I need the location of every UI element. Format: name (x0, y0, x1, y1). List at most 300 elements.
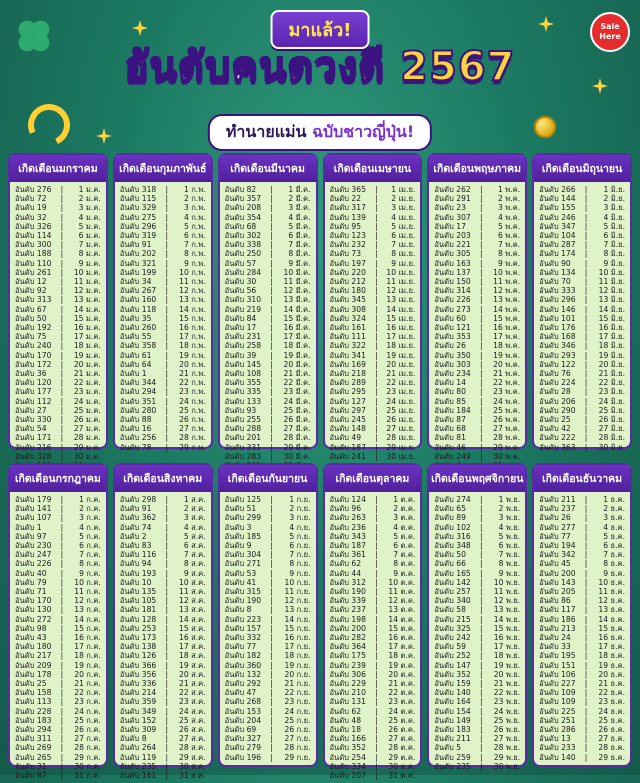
rank-row (225, 541, 311, 550)
rank-label: อันดับ 318 (119, 185, 157, 194)
rank-row (434, 433, 520, 442)
rank-label: อันดับ 328 (15, 451, 52, 461)
separator: | (165, 387, 169, 397)
rank-row (330, 295, 416, 304)
rank-label: อันดับ 180 (15, 642, 52, 652)
rank-label: อันดับ 273 (434, 304, 471, 314)
rank-row (330, 231, 416, 240)
birth-date: 18 ส.ค. (179, 651, 206, 661)
rank-row (225, 716, 311, 725)
birth-date: 20 ต.ค. (388, 669, 416, 679)
separator: | (165, 304, 169, 314)
separator: | (584, 605, 588, 615)
rank-label: อันดับ 50 (15, 313, 47, 323)
rank-label: อันดับ 260 (119, 323, 157, 333)
separator: | (584, 203, 588, 213)
rank-row (539, 688, 625, 697)
rank-row (330, 452, 416, 461)
birth-date: 25 ก.ย. (284, 715, 311, 725)
rank-label: อันดับ 358 (119, 341, 157, 351)
birth-date: 3 ธ.ค. (603, 513, 625, 523)
separator: | (584, 752, 588, 762)
rank-label: อันดับ 147 (434, 660, 471, 670)
rank-label: อันดับ 226 (15, 559, 52, 569)
birth-date: 15 พ.ย. (493, 623, 521, 633)
rank-row (330, 559, 416, 568)
rank-row (434, 679, 520, 688)
birth-date: 8 ธ.ค. (603, 559, 625, 569)
birth-date: 22 ก.พ. (179, 378, 206, 388)
separator: | (165, 323, 169, 333)
birth-date: 8 ก.ย. (289, 559, 311, 569)
separator: | (584, 550, 588, 560)
birth-date: 13 มี.ค. (283, 295, 311, 305)
sale-here-logo[interactable]: Sale Here (590, 12, 630, 52)
rank-label: อันดับ 300 (15, 240, 52, 250)
birth-date: 4 ก.ย. (289, 522, 311, 532)
separator: | (60, 396, 64, 406)
rank-row (225, 369, 311, 378)
rank-row (539, 541, 625, 550)
separator: | (375, 513, 378, 523)
rank-row (120, 725, 206, 734)
birth-date: 8 มิ.ย. (603, 249, 625, 259)
birth-date: 17 ก.พ. (179, 332, 206, 342)
rank-row (434, 360, 520, 369)
rank-row (120, 203, 206, 212)
separator: | (584, 277, 588, 287)
rank-row (539, 314, 625, 323)
birth-date: 12 ส.ค. (179, 596, 206, 606)
rank-label: อันดับ 138 (119, 642, 157, 652)
birth-date: 30 ก.ค. (74, 761, 101, 771)
rank-row (539, 559, 625, 568)
rank-label: อันดับ 78 (119, 442, 152, 452)
separator: | (270, 369, 273, 379)
rank-label: อันดับ 212 (329, 277, 366, 287)
birth-date: 2 พ.ย. (498, 504, 521, 514)
birth-date: 27 ม.ค. (73, 424, 101, 434)
page-title (0, 34, 640, 98)
rank-label: อันดับ 249 (434, 451, 471, 461)
rank-label: อันดับ 230 (15, 541, 52, 551)
separator: | (60, 642, 64, 652)
birth-date: 15 ธ.ค. (598, 623, 625, 633)
birth-date: 27 ต.ค. (388, 734, 416, 744)
month-title: เกิดเดือนมิถุนายน (534, 155, 630, 182)
rank-label: อันดับ 293 (539, 350, 576, 360)
separator: | (375, 688, 378, 698)
separator: | (375, 231, 378, 241)
birth-date: 7 ก.พ. (183, 240, 206, 250)
rank-label: อันดับ 126 (119, 651, 157, 661)
rank-label: อันดับ 141 (15, 504, 52, 514)
rank-label: อันดับ 145 (224, 359, 262, 369)
birth-date: 16 มี.ค. (283, 323, 311, 333)
rank-row (225, 295, 311, 304)
separator: | (584, 679, 588, 689)
separator: | (270, 258, 273, 268)
rank-label: อันดับ 353 (434, 332, 471, 342)
rank-label: อันดับ 296 (539, 295, 576, 305)
birth-date: 6 มิ.ย. (603, 231, 625, 241)
birth-date: 4 เม.ย. (391, 212, 416, 222)
birth-date: 10 ต.ค. (388, 577, 416, 587)
rank-label: อันดับ 315 (224, 587, 262, 597)
rank-label: อันดับ 193 (119, 568, 157, 578)
birth-date: 10 ธ.ค. (598, 577, 625, 587)
separator: | (60, 415, 64, 425)
birth-date: 30 เม.ย. (386, 451, 416, 461)
separator: | (584, 369, 588, 379)
rank-row (539, 305, 625, 314)
birth-date: 26 ก.ค. (74, 725, 101, 735)
separator: | (165, 378, 169, 388)
rank-row (330, 743, 416, 752)
birth-date: 1 พ.ค. (497, 185, 521, 194)
separator: | (270, 734, 273, 744)
rank-row (15, 541, 101, 550)
rank-row (120, 532, 206, 541)
rank-label: อันดับ 64 (119, 359, 152, 369)
birth-date: 23 พ.ย. (493, 697, 521, 707)
birth-date: 22 ก.ค. (74, 688, 101, 698)
separator: | (60, 504, 64, 514)
birth-date: 29 ก.ย. (284, 752, 311, 762)
rank-label: อันดับ 123 (329, 231, 366, 241)
rank-row (225, 314, 311, 323)
birth-date: 13 ต.ค. (388, 605, 416, 615)
rank-row (225, 596, 311, 605)
rank-row (120, 753, 206, 762)
rank-row (15, 222, 101, 231)
separator: | (479, 332, 483, 342)
rank-row (330, 707, 416, 716)
separator: | (375, 614, 378, 624)
rank-label: อันดับ 341 (329, 350, 366, 360)
rank-row (330, 360, 416, 369)
rank-row (15, 305, 101, 314)
birth-date: 1 ต.ค. (393, 495, 416, 504)
rank-label: อันดับ 188 (15, 249, 52, 259)
birth-date: 31 ก.ค. (74, 771, 101, 781)
birth-date: 19 ก.พ. (179, 350, 206, 360)
rank-label: อันดับ 288 (224, 424, 262, 434)
birth-date: 3 ก.พ. (183, 203, 206, 213)
separator: | (479, 258, 483, 268)
rank-row (539, 295, 625, 304)
separator: | (375, 715, 378, 725)
rank-label: อันดับ 175 (329, 651, 366, 661)
birth-date: 13 ม.ค. (73, 295, 101, 305)
separator: | (584, 642, 588, 652)
birth-date: 24 ก.ย. (284, 706, 311, 716)
birth-date: 20 ธ.ค. (598, 669, 625, 679)
separator: | (270, 495, 273, 504)
separator: | (165, 415, 169, 425)
separator: | (165, 194, 169, 204)
birth-date: 17 ธ.ค. (598, 642, 625, 652)
rank-label: อันดับ 228 (15, 706, 52, 716)
rank-row (225, 194, 311, 203)
rank-row (225, 452, 311, 461)
separator: | (375, 295, 378, 305)
rank-label: อันดับ 282 (329, 633, 366, 643)
birth-date: 23 มิ.ย. (598, 387, 625, 397)
month-title: เกิดเดือนกุมภาพันธ์ (115, 155, 211, 182)
rank-label: อันดับ 168 (539, 332, 576, 342)
rank-row (15, 433, 101, 442)
birth-date: 16 เม.ย. (386, 323, 416, 333)
separator: | (375, 651, 378, 661)
separator: | (584, 424, 588, 434)
birth-date: 6 เม.ย. (391, 231, 416, 241)
rank-row (330, 651, 416, 660)
rank-label: อันดับ 275 (119, 212, 157, 222)
separator: | (60, 313, 64, 323)
rank-label: อันดับ 110 (15, 258, 52, 268)
birth-date: 23 เม.ย. (386, 387, 416, 397)
birth-date: 20 มิ.ย. (598, 359, 625, 369)
rank-label: อันดับ 59 (434, 642, 466, 652)
rank-label: อันดับ 164 (434, 697, 471, 707)
rank-row (225, 670, 311, 679)
rank-row (15, 679, 101, 688)
rank-label: อันดับ 48 (329, 715, 362, 725)
birth-date: 7 ต.ค. (393, 550, 416, 560)
rank-row (434, 259, 520, 268)
birth-date: 29 เม.ย. (386, 442, 416, 452)
rank-row (330, 541, 416, 550)
birth-date: 27 ก.ย. (284, 734, 311, 744)
birth-date: 14 ส.ค. (179, 614, 206, 624)
rank-row (120, 596, 206, 605)
rank-label: อันดับ 197 (329, 258, 366, 268)
separator: | (165, 633, 169, 643)
birth-date: 28 ก.ย. (284, 743, 311, 753)
rank-row (15, 495, 101, 504)
rank-row (539, 341, 625, 350)
rank-row (434, 443, 520, 452)
rank-label: อันดับ 354 (224, 212, 262, 222)
birth-date: 22 ก.ย. (284, 688, 311, 698)
birth-date: 3 มิ.ย. (603, 203, 625, 213)
rank-list (220, 492, 316, 765)
birth-date: 27 ส.ค. (179, 734, 206, 744)
rank-label: อันดับ 26 (434, 341, 466, 351)
birth-date: 23 ก.พ. (179, 387, 206, 397)
separator: | (165, 203, 169, 213)
separator: | (479, 387, 483, 397)
birth-date: 5 ก.ย. (289, 531, 311, 541)
rank-row (15, 443, 101, 452)
rank-label: อันดับ 258 (224, 341, 262, 351)
rank-label: อันดับ 332 (224, 633, 262, 643)
birth-date: 30 มี.ค. (283, 451, 311, 461)
birth-date: 24 ธ.ค. (598, 706, 625, 716)
rank-row (330, 369, 416, 378)
birth-date: 23 ธ.ค. (598, 697, 625, 707)
rank-label: อันดับ 12 (15, 277, 47, 287)
rank-row (15, 651, 101, 660)
month-panel (532, 153, 632, 452)
birth-date: 16 ก.ย. (284, 633, 311, 643)
rank-label: อันดับ 91 (119, 240, 152, 250)
separator: | (270, 304, 273, 314)
separator: | (479, 614, 483, 624)
rank-label: อันดับ 176 (539, 323, 576, 333)
rank-row (434, 513, 520, 522)
birth-date: 29 ก.ค. (74, 752, 101, 762)
rank-row (539, 360, 625, 369)
rank-row (225, 642, 311, 651)
rank-label: อันดับ 30 (224, 277, 257, 287)
separator: | (60, 258, 64, 268)
rank-row (225, 443, 311, 452)
rank-row (330, 605, 416, 614)
birth-date: 4 ต.ค. (393, 522, 416, 532)
birth-date: 20 เม.ย. (386, 359, 416, 369)
rank-row (539, 578, 625, 587)
rank-label: อันดับ 181 (119, 605, 157, 615)
rank-label: อันดับ 311 (15, 734, 52, 744)
birth-date: 14 มี.ค. (283, 304, 311, 314)
rank-row (15, 277, 101, 286)
rank-label: อันดับ 284 (224, 267, 262, 277)
birth-date: 18 ม.ค. (73, 341, 101, 351)
birth-date: 9 ก.ค. (79, 568, 101, 578)
rank-label: อันดับ 116 (119, 550, 157, 560)
separator: | (375, 752, 378, 762)
birth-date: 17 ก.ค. (74, 642, 101, 652)
rank-label: อันดับ 334 (329, 761, 366, 771)
rank-label: อันดับ 333 (539, 286, 576, 296)
rank-row (120, 213, 206, 222)
rank-list (429, 492, 525, 774)
birth-date: 10 มิ.ย. (598, 267, 625, 277)
separator: | (479, 651, 483, 661)
separator: | (479, 433, 483, 443)
rank-label: อันดับ 45 (539, 559, 571, 569)
rank-label: อันดับ 1 (119, 369, 147, 379)
rank-label: อันดับ 120 (15, 378, 52, 388)
rank-label: อันดับ 16 (119, 424, 152, 434)
rank-row (434, 213, 520, 222)
birth-date: 9 ส.ค. (183, 568, 206, 578)
separator: | (165, 697, 169, 707)
rank-label: อันดับ 226 (434, 295, 471, 305)
rank-row (225, 504, 311, 513)
birth-date: 14 ก.ย. (284, 614, 311, 624)
birth-date: 13 ธ.ค. (598, 605, 625, 615)
birth-date: 12 ต.ค. (388, 596, 416, 606)
rank-row (15, 286, 101, 295)
birth-date: 26 ธ.ค. (598, 725, 625, 735)
separator: | (479, 715, 483, 725)
separator: | (165, 231, 169, 241)
birth-date: 25 พ.ค. (493, 405, 521, 415)
month-title: เกิดเดือนเมษายน (325, 155, 421, 182)
rank-row (120, 642, 206, 651)
rank-row (225, 651, 311, 660)
rank-label: อันดับ 14 (434, 378, 466, 388)
rank-label: อันดับ 125 (224, 495, 262, 504)
separator: | (270, 688, 273, 698)
birth-date: 25 ส.ค. (179, 715, 206, 725)
rank-row (15, 661, 101, 670)
rank-label: อันดับ 2 (119, 531, 147, 541)
rank-row (330, 697, 416, 706)
rank-row (225, 605, 311, 614)
separator: | (270, 424, 273, 434)
subtitle-part1: ทำนายแม่น (225, 122, 313, 141)
rank-label: อันดับ 342 (539, 550, 576, 560)
rank-label: อันดับ 92 (15, 286, 47, 296)
birth-date: 10 เม.ย. (386, 267, 416, 277)
birth-date: 28 พ.ค. (493, 433, 521, 443)
separator: | (479, 369, 483, 379)
rank-row (15, 707, 101, 716)
rank-label: อันดับ 71 (15, 587, 47, 597)
birth-date: 24 ม.ค. (73, 396, 101, 406)
birth-date: 25 ก.พ. (179, 405, 206, 415)
separator: | (479, 568, 483, 578)
separator: | (270, 706, 273, 716)
rank-row (15, 194, 101, 203)
rank-row (434, 332, 520, 341)
rank-label: อันดับ 25 (539, 415, 571, 425)
rank-label: อันดับ 132 (224, 669, 262, 679)
separator: | (270, 633, 273, 643)
rank-row (15, 523, 101, 532)
rank-label: อันดับ 221 (434, 240, 471, 250)
birth-date: 21 ธ.ค. (598, 679, 625, 689)
separator: | (165, 623, 169, 633)
rank-row (539, 495, 625, 504)
rank-label: อันดับ 204 (224, 715, 262, 725)
month-title: เกิดเดือนสิงหาคม (115, 465, 211, 492)
rank-label: อันดับ 196 (224, 752, 262, 762)
birth-date: 13 ก.ค. (74, 605, 101, 615)
rank-label: อันดับ 140 (434, 688, 471, 698)
rank-label: อันดับ 68 (224, 221, 257, 231)
rank-label: อันดับ 245 (329, 415, 366, 425)
birth-date: 4 พ.ย. (498, 522, 521, 532)
rank-row (330, 443, 416, 452)
rank-row (539, 194, 625, 203)
birth-date: 8 ก.ค. (79, 559, 101, 569)
birth-date: 2 ส.ค. (183, 504, 206, 514)
rank-row (539, 222, 625, 231)
separator: | (375, 669, 378, 679)
birth-date: 17 ส.ค. (179, 642, 206, 652)
birth-date: 5 มี.ค. (288, 221, 311, 231)
rank-label: อันดับ 83 (119, 541, 152, 551)
birth-date: 23 พ.ค. (493, 387, 521, 397)
rank-label: อันดับ 330 (15, 415, 52, 425)
rank-row (15, 360, 101, 369)
rank-row (120, 286, 206, 295)
birth-date: 11 พ.ค. (493, 277, 521, 287)
sparkle-icon (538, 16, 554, 32)
rank-row (539, 424, 625, 433)
separator: | (165, 277, 169, 287)
rank-label: อันดับ 25 (15, 679, 47, 689)
separator: | (165, 396, 169, 406)
separator: | (375, 442, 378, 452)
rank-label: อันดับ 235 (434, 761, 471, 771)
rank-label: อันดับ 131 (329, 697, 366, 707)
